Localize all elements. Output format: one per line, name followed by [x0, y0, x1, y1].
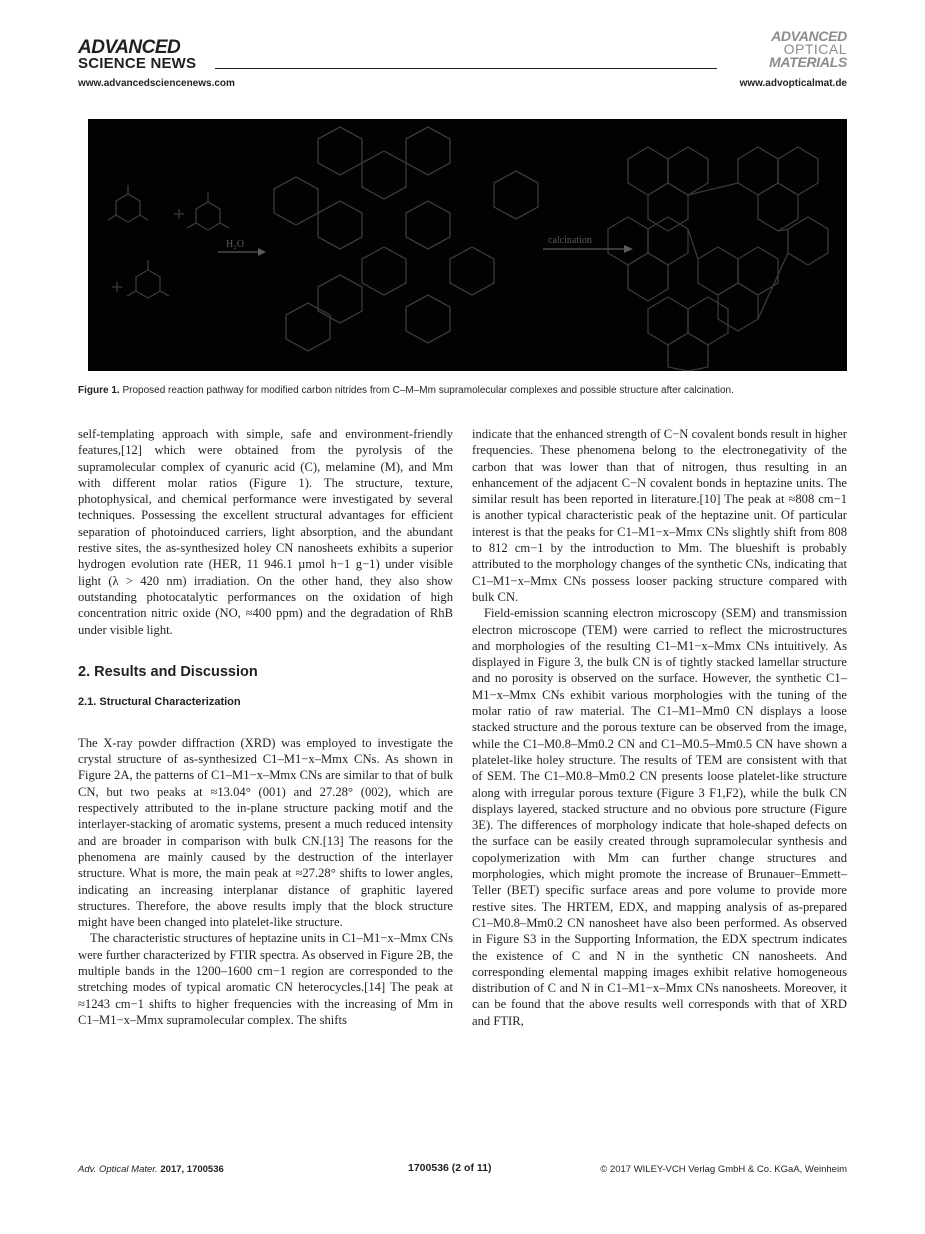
- journal-name: Adv. Optical Mater.: [78, 1164, 158, 1175]
- section-title: 2. Results and Discussion: [78, 663, 258, 680]
- science-news-logo-text: SCIENCE NEWS: [78, 55, 197, 72]
- page-number: 1700536 (2 of 11): [408, 1162, 492, 1174]
- paragraph: The X-ray powder diffraction (XRD) was employed to investigate the crystal structure of as-synthesized C1–M1−x–Mmx CNs. As shown in Figure 2A, the patterns of C1–M1−x–Mmx CNs are similar to that of bulk CN, but two peaks at ≈13.04° (001) and 27.28° (002), which are respectively attributed to the in-plane structure packing motif and the interlayer-stacking of aromatic systems, present a much reduced intensity and are broader in comparison with bulk CN.[13] The reasons for the phenomena are mainly caused by the destruction of the interlayer structure. What is more, the main peak at ≈27.28° shifts to lower angles, indicating an increasing interplanar distance of graphitic layered structures. Therefore, the above results imply that the block structure might have been changed into platelet-like structure.: [78, 735, 453, 930]
- carbon-nitride-polymer: [608, 147, 828, 371]
- supramolecular-network: [274, 127, 538, 351]
- advanced-logo-text: ADVANCED: [78, 37, 181, 58]
- copyright: © 2017 WILEY-VCH Verlag GmbH & Co. KGaA, Weinheim: [600, 1164, 847, 1175]
- left-column: [78, 426, 453, 1028]
- figure-caption-label: Figure 1.: [78, 385, 120, 396]
- journal-logo: [719, 30, 847, 69]
- mm-molecule: [136, 270, 160, 298]
- subsection-title: 2.1. Structural Characterization: [78, 695, 241, 708]
- melamine-molecule: [196, 202, 220, 230]
- journal-logo-line1: ADVANCED: [771, 28, 847, 44]
- paragraph: indicate that the enhanced strength of C−N covalent bonds result in higher frequencies. These phenomena belong to the electronegativity of the carbon that was lower than that of nitrogen, thus resulting in an enhancement of the adjacent C−N covalent bonds in heptazine units. The similar result has been reported in literature.[10] The peak at ≈808 cm−1 is another typical characteristic peak of the heptazine unit. Of particular interest is that the peaks for C1–M1−x–Mmx CNs slightly shift from 808 to 812 cm−1 by the introduction to Mm. The blueshift is probably attributed to the morphology changes of the synthetic CNs, indicating that C1–M1−x–Mmx CNs possess looser packing structure compared with bulk CN.: [472, 427, 847, 604]
- paragraph: self-templating approach with simple, safe and environment-friendly features,[12] which were obtained from the pyrolysis of the supramolecular complex of cyanuric acid (C), melamine (M), and Mm with different molar ratios (Figure 1). The structure, texture, photophysical, and chemical performance were investigated by several techniques. Possessing the excellent structural advantages for efficient separation of photoinduced carriers, light absorption, and the abundant restive sites, the as-synthesized holey CN nanosheets exhibits a superior hydrogen evolution rate (HER, 11 946.1 µmol h−1 g−1) under visible light (λ > 420 nm) irradiation. On the other hand, they also show outstanding photocatalytic performances on the oxidation of high concentration nitric oxide (NO, ≈400 ppm) and the degradation of RhB under visible light.: [78, 427, 453, 637]
- publisher-url[interactable]: www.advancedsciencenews.com: [78, 78, 235, 89]
- figure-1-reaction-scheme: [88, 119, 847, 371]
- calcination-label: calcination: [548, 235, 592, 246]
- h2o-label: H₂O: [226, 239, 244, 250]
- paragraph: Field-emission scanning electron microscopy (SEM) and transmission electron microscope (TEM) were carried to reflect the microstructures and morphologies of the resulting C1–M1−x–Mmx CNs intuitively. As displayed in Figure 3, the bulk CN is of tightly stacked lamellar structure and no porosity is observed on the surface. However, the synthetic C1–M1−x–Mmx CNs exhibit various morphologies with the tuning of the molar ratio of raw material. The C1–M1–Mm0 CN displays a loose stacked structure and the porous texture can be observed from the image, while the C1–M0.8–Mm0.2 CN and C1–M0.5–Mm0.5 CN have shown a platelet-like holey structure. The results of TEM are consistent with that of SEM. The C1–M0.8–Mm0.2 CN presents loose platelet-like structure along with irregular porous texture (Figure 3 F1,F2), while the bulk CN displays layered, stacked structure and no obvious pore structure (Figure 3E). The differences of morphology indicate that hole-shaped defects on the surface can be easily created through supramolecular synthesis and copolymerization with Mm can further change structures and morphologies, which might promote the increase of Brunauer–Emmett–Teller (BET) specific surface areas and pore volume to provide more restive sites. The HRTEM, EDX, and mapping analysis of as-prepared C1–M0.8–Mm0.2 CN nanosheet have also been performed. As observed in Figure S3 in the Supporting Information, the EDX spectrum indicates the existence of C and N in the synthetic CN nanosheets. And corresponding elemental mapping images exhibit relative homogeneous distribution of C and N in C1–M1−x–Mmx CNs nanosheets. Moreover, it can be found that the above results well corresponds with that of XRD and FTIR,: [472, 606, 847, 1028]
- figure-caption-text: Proposed reaction pathway for modified carbon nitrides from C–M–Mm supramolecular complexes and possible structure after calcination.: [122, 385, 734, 396]
- journal-logo-line3: MATERIALS: [769, 54, 847, 70]
- article-year: 2017, 1700536: [160, 1164, 224, 1175]
- footer-citation: [78, 1164, 224, 1175]
- journal-logo-line2: OPTICAL: [783, 41, 847, 57]
- cyanuric-acid-molecule: [116, 194, 140, 222]
- paragraph: The characteristic structures of heptazine units in C1–M1−x–Mmx CNs were further characterized by FTIR spectra. As observed in Figure 2B, the multiple bands in the 1200–1600 cm−1 region are corresponded to the stretching modes of typical aromatic CN heterocycles.[14] The peak at ≈1243 cm−1 shifts to higher frequencies with the increasing of Mm in C1–M1−x–Mmx supramolecular complex. The shifts: [78, 931, 453, 1027]
- journal-url[interactable]: www.advopticalmat.de: [739, 78, 847, 89]
- header-rule: [215, 68, 717, 69]
- right-column: [472, 426, 847, 1029]
- figure-1-caption: [78, 384, 848, 398]
